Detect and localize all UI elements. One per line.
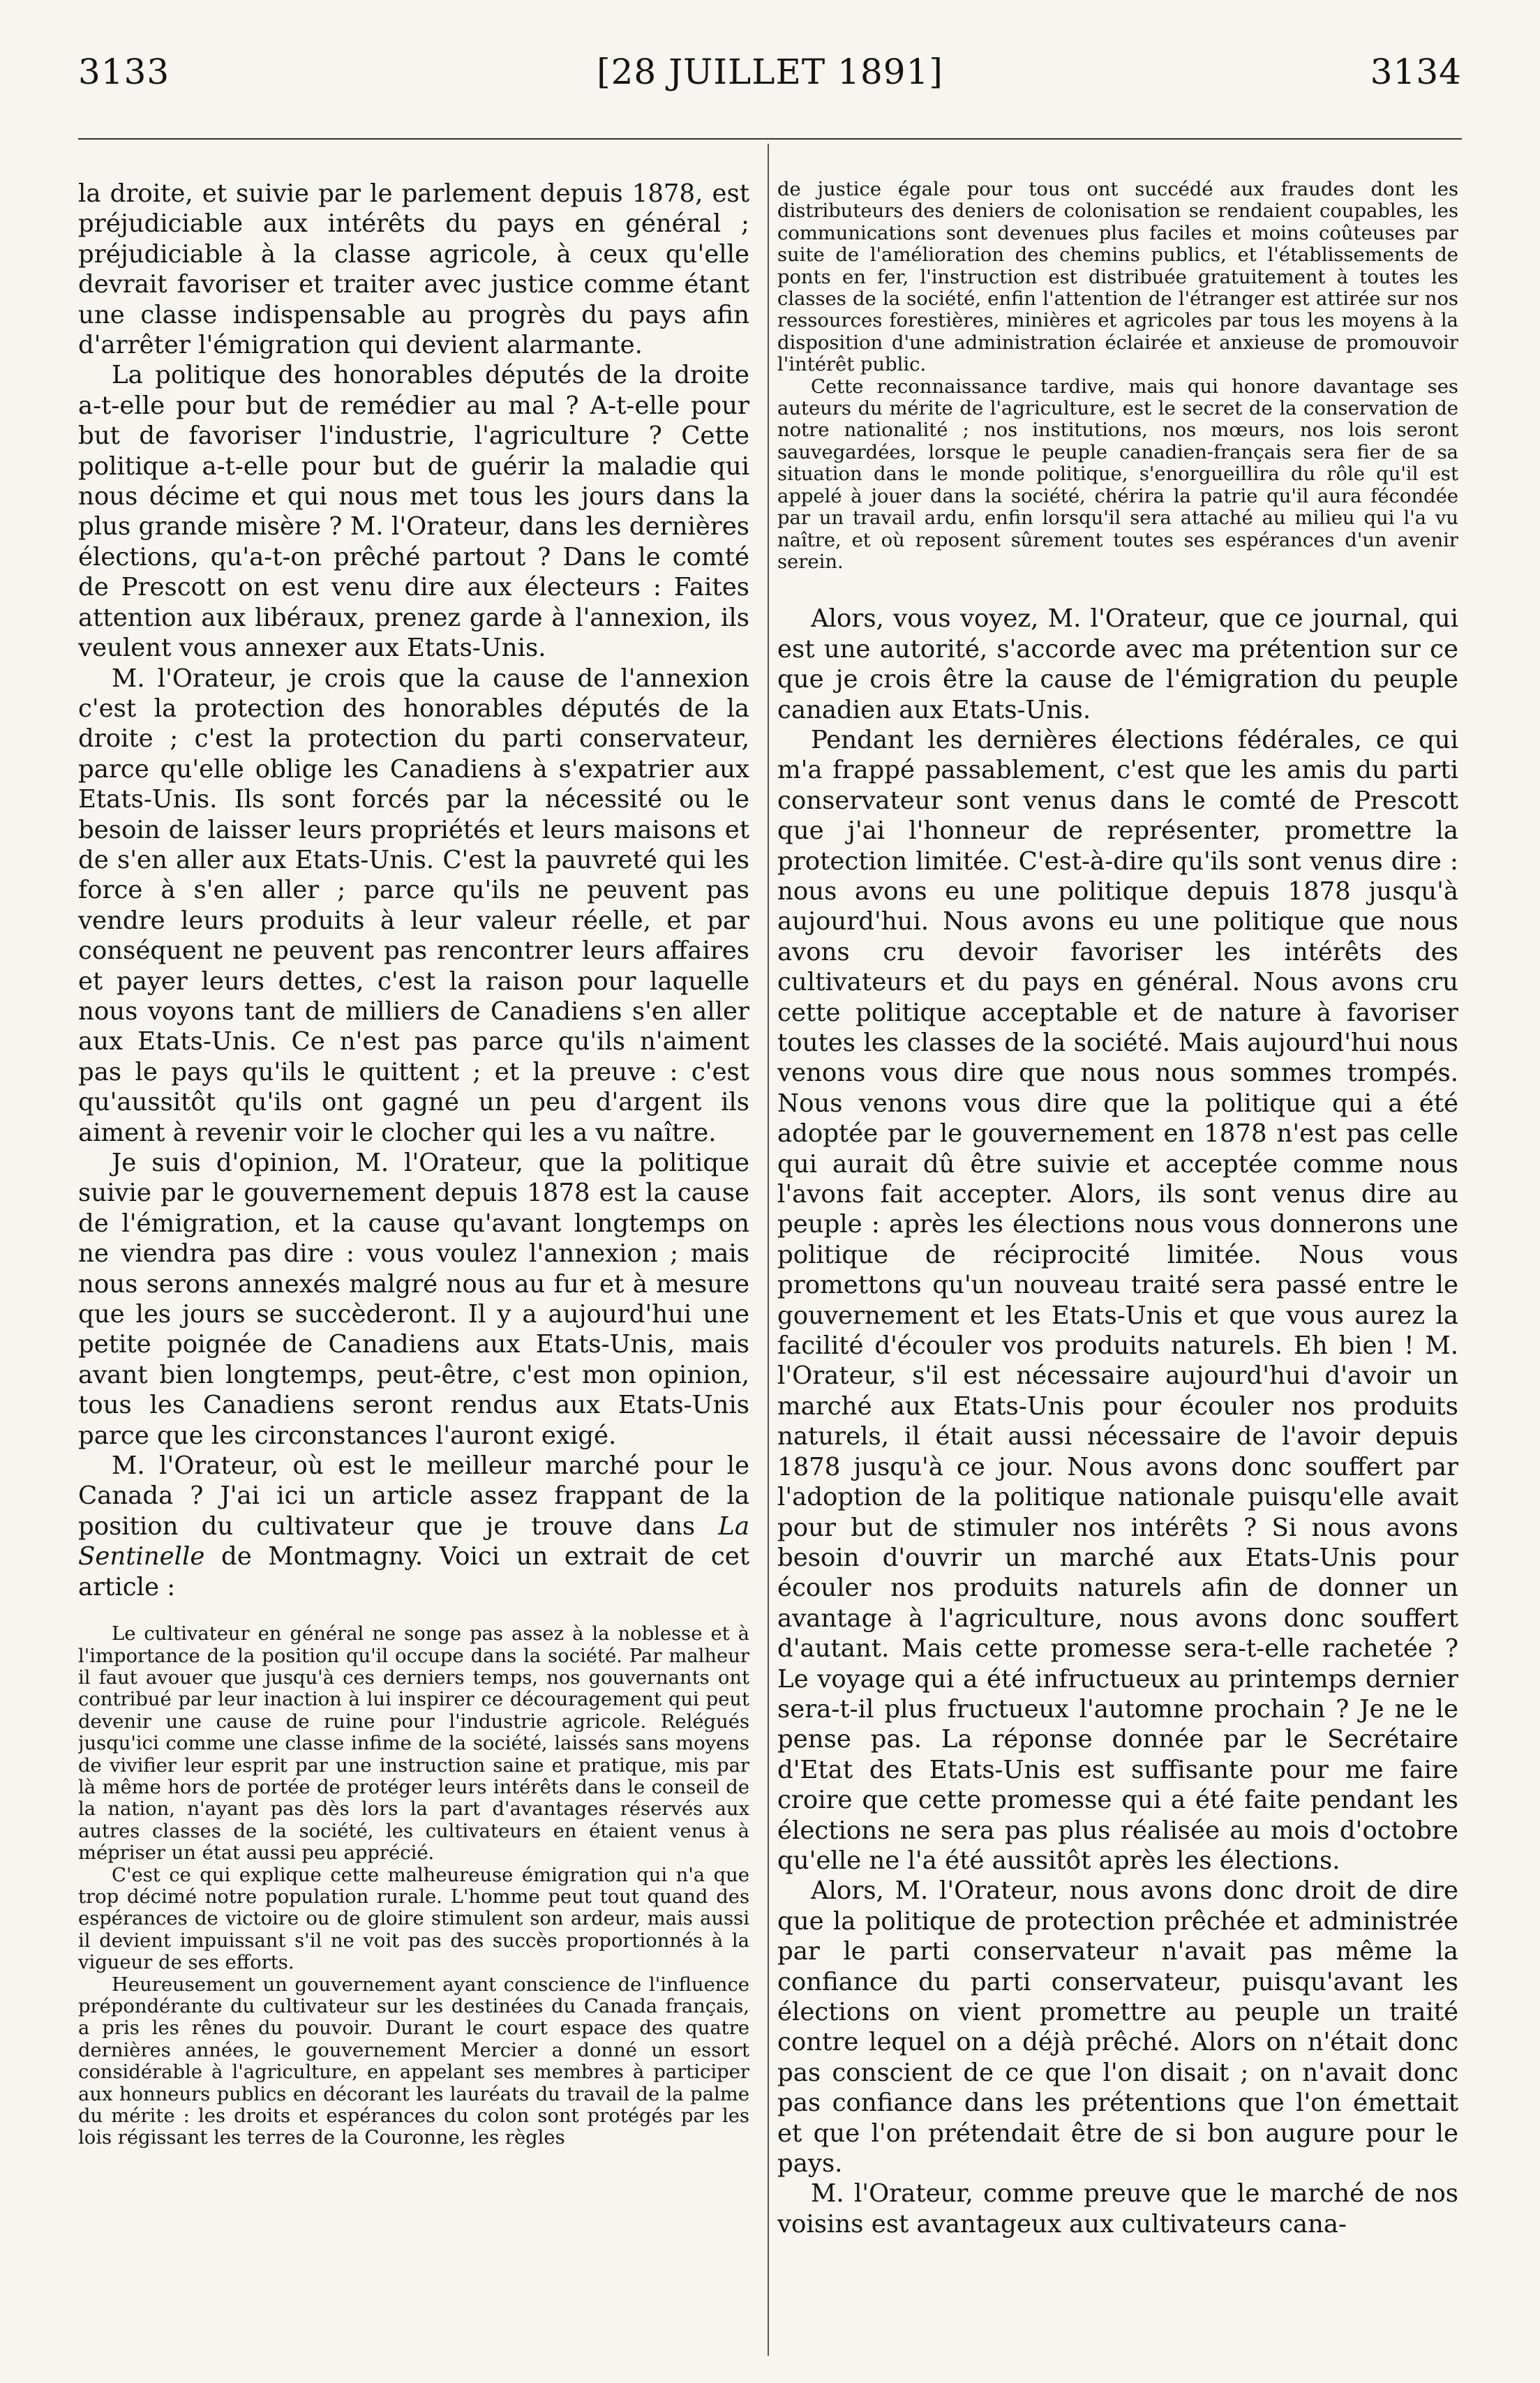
page-header (0, 52, 1540, 107)
paragraph: Pendant les dernières élections fédérales, ce qui m'a frappé passablement, c'est que les amis du parti conservateur sont venus dans le comté de Prescott que j'ai l'honneur de représenter, promettre la protection limitée. C'est-à-dire qu'ils sont venus dire : nous avons eu une politique depuis 1878 jusqu'à aujourd'hui. Nous avons eu une politique que nous avons cru devoir favoriser les intérêts des cultivateurs et du pays en général. Nous avons cru cette politique acceptable et de nature à favoriser toutes les classes de la société. Mais aujourd'hui nous venons vous dire que nous nous sommes trompés. Nous venons vous dire que la politique qui a été adoptée par le gouvernement en 1878 n'est pas celle qui aurait dû être suivie et acceptée comme nous l'avons fait accepter. Alors, ils sont venus dire au peuple : après les élections nous vous donnerons une politique de réciprocité limitée. Nous vous promettons qu'un nouveau traité sera passé entre le gouvernement et les Etats-Unis et que vous aurez la facilité d'écouler vos produits naturels. Eh bien ! M. l'Orateur, s'il est nécessaire aujourd'hui d'avoir un marché aux Etats-Unis pour écouler nos produits naturels, il était aussi nécessaire de l'avoir depuis 1878 jusqu'à ce jour. Nous avons donc souffert par l'adoption de la politique nationale puisqu'elle avait pour but de stimuler nos intérêts ? Si nous avons besoin d'ouvrir un marché aux Etats-Unis pour écouler nos produits naturels afin de donner un avantage à l'agriculture, nous avons donc souffert d'autant. Mais cette promesse sera-t-elle rachetée ? Le voyage qui a été infructueux au printemps dernier sera-t-il plus fructueux l'automne prochain ? Je ne le pense pas. La réponse donnée par le Secrétaire d'Etat des Etats-Unis est suffisante pour me faire croire que cette promesse qui a été faite pendant les élections ne sera pas plus réalisée au mois d'octobre qu'elle ne l'a été aussitôt après les élections. (777, 725, 1458, 1875)
page-number-left: 3133 (78, 52, 170, 92)
right-column (777, 179, 1458, 2356)
source-title: La Sentinelle (78, 1511, 749, 1571)
page-number-right: 3134 (1370, 52, 1462, 92)
column-divider (768, 144, 769, 2356)
paragraph: Alors, vous voyez, M. l'Orateur, que ce journal, qui est une autorité, s'accorde avec ma prétention sur ce que je crois être la cause de l'émigration du peuple canadien aux Etats-Unis. (777, 604, 1458, 724)
paragraph: Alors, M. l'Orateur, nous avons donc droit de dire que la politique de protection prêchée et administrée par le parti conservateur n'avait pas même la confiance du parti conservateur, puisqu'avant les élections on vient promettre au peuple un traité contre lequel on a déjà prêché. Alors on n'était donc pas conscient de ce que l'on disait ; on n'avait donc pas confiance dans les prétentions que l'on émettait et que l'on prétendait être de si bon augure pour le pays. (777, 1876, 1458, 2179)
paragraph-text: de Montmagny. Voici un extrait de cet article : (78, 1542, 749, 1601)
quote-paragraph: C'est ce qui explique cette malheureuse émigration qui n'a que trop décimé notre population rurale. L'homme peut tout quand des espérances de victoire ou de gloire stimulent son ardeur, mais aussi il devient impuissant s'il ne voit pas des succès proportionnés à la vigueur de ses efforts. (78, 1864, 749, 1974)
quote-paragraph: Cette reconnaissance tardive, mais qui honore davantage ses auteurs du mérite de l'agriculture, est le secret de la conservation de notre nationalité ; nos institutions, nos mœurs, nos lois seront sauvegardées, lorsque le peuple canadien-français sera fier de sa situation dans le monde politique, s'enorgueillira du rôle qu'il est appelé à jouer dans la société, chérira la patrie qu'il aura fécondée par un travail ardu, enfin lorsqu'il sera attaché au milieu qui l'a vu naître, et où reposent sûrement toutes ses espérances d'un avenir serein. (777, 375, 1458, 573)
paragraph: Je suis d'opinion, M. l'Orateur, que la politique suivie par le gouvernement depuis 1878 est la cause de l'émigration, et la cause qu'avant longtemps on ne viendra pas dire : vous voulez l'annexion ; mais nous serons annexés malgré nous au fur et à mesure que les jours se succèderont. Il y a aujourd'hui une petite poignée de Canadiens aux Etats-Unis, mais avant bien longtemps, peut-être, c'est mon opinion, tous les Canadiens seront rendus aux Etats-Unis parce que les circonstances l'auront exigé. (78, 1149, 749, 1450)
left-column (78, 179, 749, 2356)
quote-paragraph: Heureusement un gouvernement ayant conscience de l'influence prépondérante du cultivateur sur les destinées du Canada français, a pris les rênes du pouvoir. Durant le court espace des quatre dernières années, le gouvernement Mercier a donné un essort considérable à l'agriculture, en appelant ses membres à participer aux honneurs publics en décorant les lauréats du travail de la palme du mérite : les droits et espérances du colon sont protégés par les lois régissant les terres de la Couronne, les règles (78, 1973, 749, 2149)
paragraph: M. l'Orateur, je crois que la cause de l'annexion c'est la protection des honorables députés de la droite ; c'est la protection du parti conservateur, parce qu'elle oblige les Canadiens à s'expatrier aux Etats-Unis. Ils sont forcés par la nécessité ou le besoin de laisser leurs propriétés et leurs maisons et de s'en aller aux Etats-Unis. C'est la pauvreté qui les force à s'en aller ; parce qu'ils ne peuvent pas vendre leurs produits à leur valeur réelle, et par conséquent ne peuvent pas rencontrer leurs affaires et payer leurs dettes, c'est la raison pour laquelle nous voyons tant de milliers de Canadiens s'en aller aux Etats-Unis. Ce n'est pas parce qu'ils n'aiment pas le pays qu'ils le quittent ; et la preuve : c'est qu'aussitôt qu'ils ont gagné un peu d'argent ils aiment à revenir voir le clocher qui les a vu naître. (78, 664, 749, 1147)
paragraph: La politique des honorables députés de la droite a-t-elle pour but de remédier au mal ? A-t-elle pour but de favoriser l'industrie, l'agriculture ? Cette politique a-t-elle pour but de guérir la maladie qui nous décime et qui nous met tous les jours dans la plus grande misère ? M. l'Orateur, dans les dernières élections, qu'a-t-on prêché partout ? Dans le comté de Prescott on est venu dire aux électeurs : Faites attention aux libéraux, prenez garde à l'annexion, ils veulent vous annexer aux Etats-Unis. (78, 361, 749, 663)
header-rule (78, 138, 1462, 140)
paragraph: M. l'Orateur, comme preuve que le marché de nos voisins est avantageux aux cultivateurs cana- (777, 2179, 1458, 2239)
quote-paragraph: de justice égale pour tous ont succédé aux fraudes dont les distributeurs des deniers de colonisation se rendaient coupables, les communications sont devenues plus faciles et moins coûteuses par suite de l'amélioration des chemins publics, et l'établissements de ponts en fer, l'instruction est distribuée gratuitement à toutes les classes de la société, enfin l'attention de l'étranger est attirée sur nos ressources forestières, minières et agricoles par tous les moyens à la disposition d'une administration éclairée et anxieuse de promouvoir l'intérêt public. (777, 179, 1458, 376)
quote-paragraph: Le cultivateur en général ne songe pas assez à la noblesse et à l'importance de la position qu'il occupe dans la société. Par malheur il faut avouer que jusqu'à ces derniers temps, nos gouvernants ont contribué par leur inaction à lui inspirer ce découragement qui peut devenir une cause de ruine pour l'industrie agricole. Relégués jusqu'ici comme une classe infime de la société, laissés sans moyens de vivifier leur esprit par une instruction saine et pratique, mis par là même hors de portée de protéger leurs intérêts dans le conseil de la nation, n'ayant pas dès lors la part d'avantages réservés aux autres classes de la société, les cultivateurs en étaient venus à mépriser un état aussi peu apprécié. (78, 1623, 749, 1865)
paragraph (78, 1451, 749, 1602)
paragraph-text: M. l'Orateur, où est le meilleur marché pour le Canada ? J'ai ici un article assez frappant de la position du cultivateur que je trouve dans (78, 1451, 749, 1541)
page-date: [28 JUILLET 1891] (597, 52, 943, 92)
paragraph: la droite, et suivie par le parlement depuis 1878, est préjudiciable aux intérêts du pays en général ; préjudiciable à la classe agricole, à ceux qu'elle devrait favoriser et traiter avec justice comme étant une classe indispensable au progrès du pays afin d'arrêter l'émigration qui devient alarmante. (78, 179, 749, 360)
